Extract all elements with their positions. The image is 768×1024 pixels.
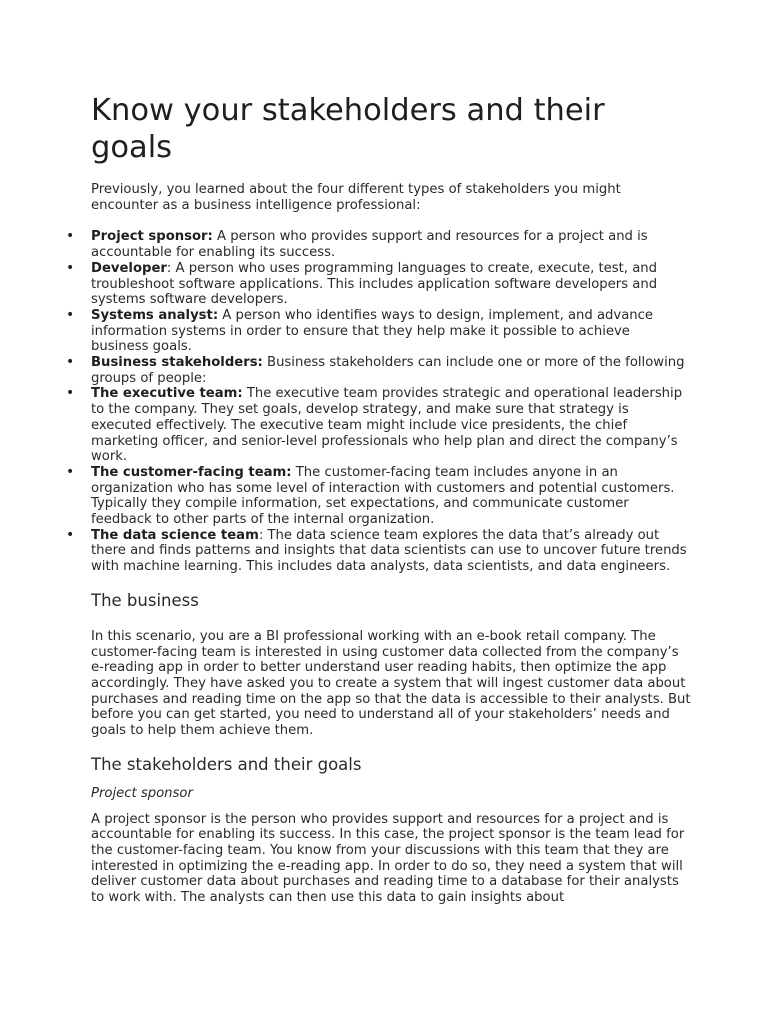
business-paragraph: In this scenario, you are a BI professional working with an e-book retail company. The customer-facing team is interested in using customer data collected from the company’s e-reading app in order to better understand user reading habits, then optimize the app accordingly. They have asked you to create a system that will ingest customer data about purchases and reading time on the app so that the data is accessible to their analysts. But before you can get started, you need to understand all of your stakeholders’ needs and goals to help them achieve them.: [91, 628, 691, 739]
project-sponsor-heading: Project sponsor: [91, 785, 193, 801]
list-item-term: Systems analyst:: [91, 307, 219, 323]
list-item-text: : A person who uses programming languages to create, execute, test, and troubleshoot software applications. This includes application software developers and systems software developers.: [91, 260, 658, 308]
list-item-term: Developer: [91, 260, 167, 276]
list-item-term: Business stakeholders:: [91, 355, 263, 371]
list-item: [91, 528, 691, 575]
list-item-term: The executive team:: [91, 386, 243, 402]
list-item: [91, 355, 691, 386]
list-item-text: A person who identifies ways to design, implement, and advance information systems in order to ensure that they help make it possible to achieve business goals.: [91, 307, 654, 355]
list-item-text: A person who provides support and resources for a project and is accountable for enabling its success.: [91, 229, 648, 261]
document-page: [91, 92, 691, 906]
list-item: [91, 465, 691, 528]
stakeholder-type-list: [91, 229, 691, 574]
list-item-term: The data science team: [91, 527, 259, 543]
page-title: Know your stakeholders and their goals: [91, 93, 605, 165]
project-sponsor-paragraph: A project sponsor is the person who provides support and resources for a project and is accountable for enabling its success. In this case, the project sponsor is the team lead for the customer-facing team. You know from your discussions with this team that they are interested in optimizing the e-reading app. In order to do so, they need a system that will deliver customer data about purchases and reading time to a database for their analysts to work with. The analysts can then use this data to gain insights about: [91, 811, 685, 906]
list-item-text: The executive team provides strategic and operational leadership to the company. They set goals, develop strategy, and make sure that strategy is executed effectively. The executive team might include vice presidents, the chief marketing officer, and senior-level professionals who help plan and direct the company’s work.: [91, 386, 683, 465]
list-item-text: The customer-facing team includes anyone in an organization who has some level of interaction with customers and potential customers. Typically they compile information, set expectations, and communicate customer feedback to other parts of the internal organization.: [91, 464, 675, 528]
list-item: [91, 261, 691, 308]
business-heading: The business: [91, 590, 199, 610]
list-item-text: Business stakeholders can include one or more of the following groups of people:: [91, 355, 685, 386]
intro-paragraph: Previously, you learned about the four different types of stakeholders you might encounter as a business intelligence professional:: [91, 182, 621, 213]
list-item-text: : The data science team explores the data that’s already out there and finds patterns and insights that data scientists can use to uncover future trends with machine learning. This includes data analysts, data scientists, and data engineers.: [91, 527, 687, 575]
list-item: [91, 386, 691, 465]
list-item: [91, 308, 691, 355]
list-item-term: Project sponsor:: [91, 229, 213, 245]
stakeholders-heading: The stakeholders and their goals: [91, 754, 362, 774]
list-item-term: The customer-facing team:: [91, 464, 292, 480]
list-item: [91, 229, 691, 260]
